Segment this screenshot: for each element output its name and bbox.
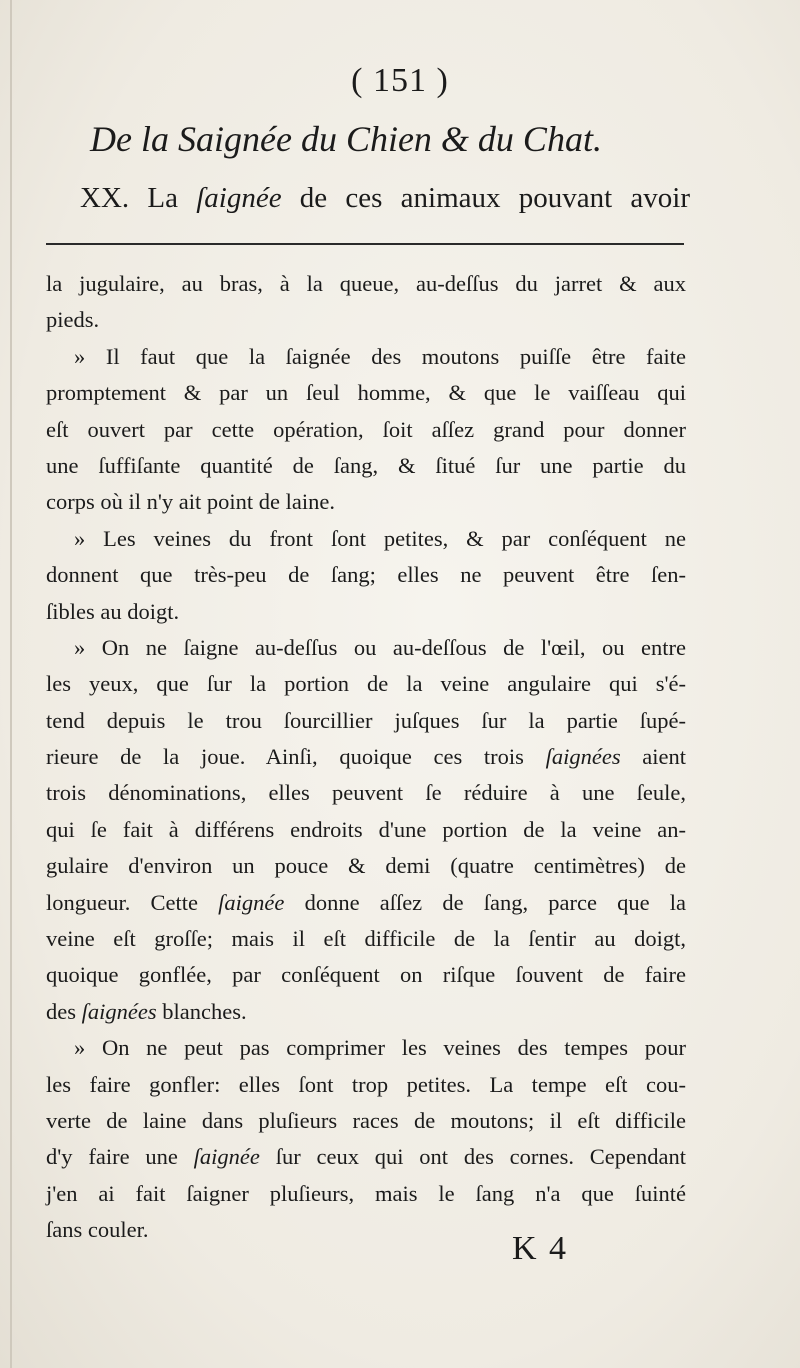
text-line	[46, 994, 686, 1030]
paragraph	[46, 339, 686, 521]
page-edge	[10, 0, 12, 1368]
text-line: trois dénominations, elles peuvent ſe réduire à une ſeule,	[46, 780, 686, 806]
paragraph	[46, 521, 686, 630]
heading-post: de ces animaux pouvant avoir	[299, 182, 690, 214]
line-text: longueur. Cette	[46, 889, 219, 915]
text-line	[46, 1139, 686, 1175]
italic-term: ſaignées	[545, 744, 621, 770]
text-line: » Les veines du front ſont petites, & par conſéquent ne	[74, 525, 686, 551]
italic-term: ſaignée	[218, 889, 285, 915]
text-line: eſt ouvert par cette opération, ſoit aſſez grand pour donner	[46, 416, 686, 442]
italic-term: ſaignée	[193, 1144, 260, 1170]
line-text: ſur ceux qui ont des cornes. Cependant	[259, 1144, 686, 1170]
text-line: qui ſe fait à différens endroits d'une portion de la veine an-	[46, 816, 686, 842]
text-line: tend depuis le trou ſourcillier juſques ſur la partie ſupé-	[46, 707, 686, 733]
line-text: aient	[620, 744, 686, 770]
text-line: » On ne ſaigne au-deſſus ou au-deſſous de l'œil, ou entre	[74, 634, 686, 660]
text-line: quoique gonflée, par conſéquent on riſque ſouvent de faire	[46, 962, 686, 988]
paragraph	[46, 1030, 686, 1248]
text-line: verte de laine dans pluſieurs races de moutons; il eſt difficile	[46, 1107, 686, 1133]
heading-pre: La	[147, 182, 178, 214]
page-number: ( 151 )	[351, 62, 449, 99]
text-line: une ſuffiſante quantité de ſang, & ſitué ſur une partie du	[46, 452, 686, 478]
text-line: veine eſt groſſe; mais il eſt difficile de la ſentir au doigt,	[46, 926, 686, 952]
text-line: ſans couler.	[46, 1217, 149, 1243]
signature-mark: K 4	[512, 1230, 569, 1267]
body-text	[46, 266, 686, 1249]
line-text: d'y faire une	[46, 1144, 194, 1170]
text-line: la jugulaire, au bras, à la queue, au-deſſus du jarret & aux	[46, 271, 686, 296]
text-line: promptement & par un ſeul homme, & que le vaiſſeau qui	[46, 380, 686, 406]
text-line: donnent que très-peu de ſang; elles ne peuvent être ſen-	[46, 562, 686, 588]
text-line: j'en ai fait ſaigner pluſieurs, mais le ſang n'a que ſuinté	[46, 1180, 686, 1206]
line-text: rieure de la joue. Ainſi, quoique ces trois	[46, 744, 546, 770]
text-line: ſibles au doigt.	[46, 598, 180, 624]
text-line	[46, 885, 686, 921]
heading-line	[80, 182, 690, 215]
text-line	[46, 739, 686, 775]
text-line: les yeux, que ſur la portion de la veine angulaire qui s'é-	[46, 671, 686, 697]
line-text: blanches.	[156, 998, 247, 1024]
line-text: donne aſſez de ſang, parce que la	[284, 889, 686, 915]
text-line: pieds.	[46, 307, 100, 333]
paragraph	[46, 630, 686, 1030]
section-title: De la Saignée du Chien & du Chat.	[90, 119, 602, 159]
text-line: » On ne peut pas comprimer les veines des tempes pour	[74, 1035, 686, 1061]
italic-term: ſaignées	[81, 998, 157, 1024]
section-numeral: XX.	[80, 182, 130, 214]
horizontal-rule	[46, 243, 684, 245]
text-line: les faire gonfler: elles ſont trop petites. La tempe eſt cou-	[46, 1071, 686, 1097]
heading-italic-term: ſaignée	[196, 182, 282, 214]
text-line: gulaire d'environ un pouce & demi (quatre centimètres) de	[46, 853, 686, 879]
paragraph	[46, 266, 686, 339]
line-text: des	[46, 998, 82, 1024]
text-line: corps où il n'y ait point de laine.	[46, 489, 335, 515]
text-line: » Il faut que la ſaignée des moutons puiſſe être faite	[74, 343, 686, 369]
